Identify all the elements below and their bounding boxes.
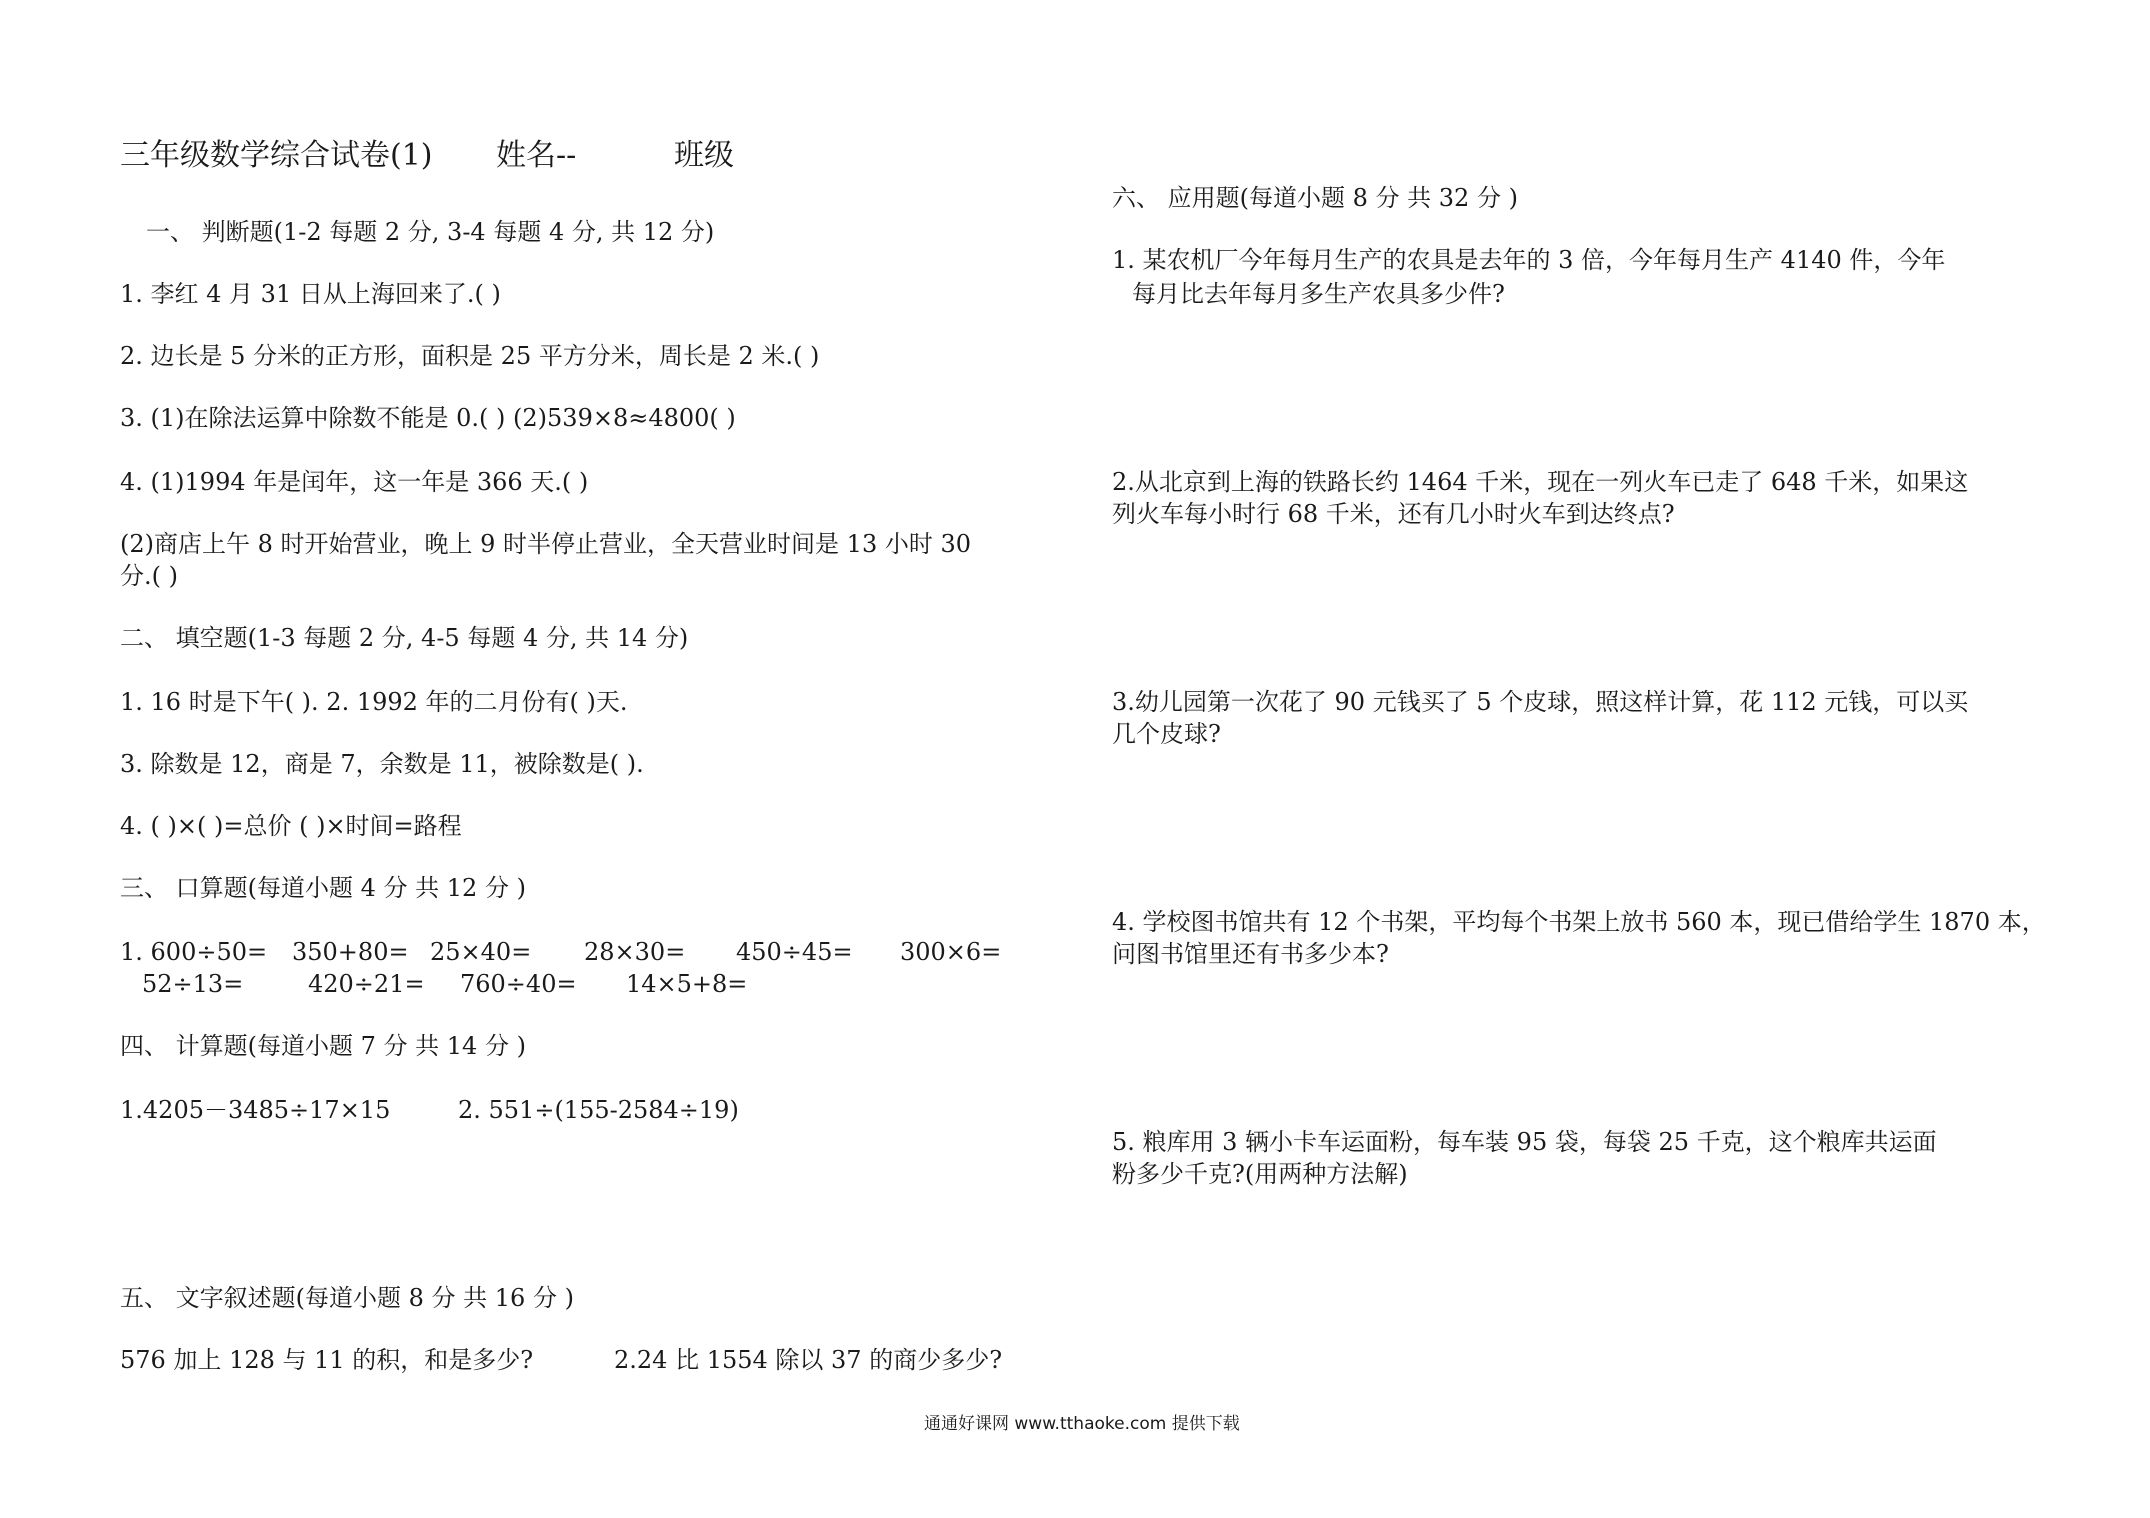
section-1-heading: 一、 判断题(1-2 每题 2 分, 3-4 每题 4 分, 共 12 分) bbox=[146, 218, 715, 246]
s6-question-2-line-1: 2.从北京到上海的铁路长约 1464 千米，现在一列火车已走了 648 千米，如果这 bbox=[1112, 468, 1969, 496]
s1-question-5-line-2: 分.( ) bbox=[120, 562, 178, 590]
mental-calc-item: 760÷40= bbox=[460, 970, 577, 998]
s6-question-4-line-2: 问图书馆里还有书多少本? bbox=[1112, 940, 1389, 968]
mental-calc-item: 300×6= bbox=[900, 938, 1002, 966]
s1-question-2: 2. 边长是 5 分米的正方形，面积是 25 平方分米，周长是 2 米.( ) bbox=[120, 342, 820, 370]
footer-credit: 通通好课网 www.tthaoke.com 提供下载 bbox=[924, 1414, 1240, 1434]
mental-calc-item: 450÷45= bbox=[736, 938, 853, 966]
s4-question-1: 1.4205－3485÷17×15 bbox=[120, 1096, 391, 1124]
s1-question-5-line-1: (2)商店上午 8 时开始营业，晚上 9 时半停止营业，全天营业时间是 13 小时 30 bbox=[120, 530, 972, 558]
s6-question-5-line-1: 5. 粮库用 3 辆小卡车运面粉，每车装 95 袋，每袋 25 千克，这个粮库共运面 bbox=[1112, 1128, 1937, 1156]
s2-question-1: 1. 16 时是下午( ). 2. 1992 年的二月份有( )天. bbox=[120, 688, 628, 716]
mental-calc-item: 52÷13= bbox=[142, 970, 244, 998]
mental-calc-item: 14×5+8= bbox=[626, 970, 748, 998]
class-label: 班级 bbox=[674, 138, 734, 173]
s6-question-5-line-2: 粉多少千克?(用两种方法解) bbox=[1112, 1160, 1408, 1188]
mental-calc-item: 25×40= bbox=[430, 938, 532, 966]
s6-question-4-line-1: 4. 学校图书馆共有 12 个书架，平均每个书架上放书 560 本，现已借给学生 1870 本， bbox=[1112, 908, 2046, 936]
exam-title: 三年级数学综合试卷(1) bbox=[120, 138, 433, 173]
name-label: 姓名-- bbox=[496, 138, 577, 173]
s2-question-3: 4. ( )×( )=总价 ( )×时间=路程 bbox=[120, 812, 462, 840]
mental-calc-item: 420÷21= bbox=[308, 970, 425, 998]
mental-calc-item: 28×30= bbox=[584, 938, 686, 966]
section-5-heading: 五、 文字叙述题(每道小题 8 分 共 16 分 ) bbox=[120, 1284, 574, 1312]
s2-question-2: 3. 除数是 12，商是 7，余数是 11，被除数是( ). bbox=[120, 750, 644, 778]
s6-question-1-line-1: 1. 某农机厂今年每月生产的农具是去年的 3 倍，今年每月生产 4140 件，今年 bbox=[1112, 246, 1946, 274]
s6-question-2-line-2: 列火车每小时行 68 千米，还有几小时火车到达终点? bbox=[1112, 500, 1675, 528]
s4-question-2: 2. 551÷(155-2584÷19) bbox=[458, 1096, 739, 1124]
section-2-heading: 二、 填空题(1-3 每题 2 分, 4-5 每题 4 分, 共 14 分) bbox=[120, 624, 689, 652]
s1-question-1: 1. 李红 4 月 31 日从上海回来了.( ) bbox=[120, 280, 501, 308]
mental-calc-item: 350+80= bbox=[292, 938, 409, 966]
section-3-heading: 三、 口算题(每道小题 4 分 共 12 分 ) bbox=[120, 874, 526, 902]
s5-question-2: 2.24 比 1554 除以 37 的商少多少? bbox=[614, 1346, 1003, 1374]
s6-question-1-line-2: 每月比去年每月多生产农具多少件? bbox=[1132, 280, 1505, 308]
mental-calc-item: 1. 600÷50= bbox=[120, 938, 268, 966]
s5-question-1: 576 加上 128 与 11 的积，和是多少? bbox=[120, 1346, 534, 1374]
s6-question-3-line-1: 3.幼儿园第一次花了 90 元钱买了 5 个皮球，照这样计算，花 112 元钱，可以买 bbox=[1112, 688, 1969, 716]
section-6-heading: 六、 应用题(每道小题 8 分 共 32 分 ) bbox=[1112, 184, 1518, 212]
section-4-heading: 四、 计算题(每道小题 7 分 共 14 分 ) bbox=[120, 1032, 526, 1060]
s6-question-3-line-2: 几个皮球? bbox=[1112, 720, 1221, 748]
s1-question-4: 4. (1)1994 年是闰年，这一年是 366 天.( ) bbox=[120, 468, 589, 496]
s1-question-3: 3. (1)在除法运算中除数不能是 0.( ) (2)539×8≈4800( ) bbox=[120, 404, 736, 432]
